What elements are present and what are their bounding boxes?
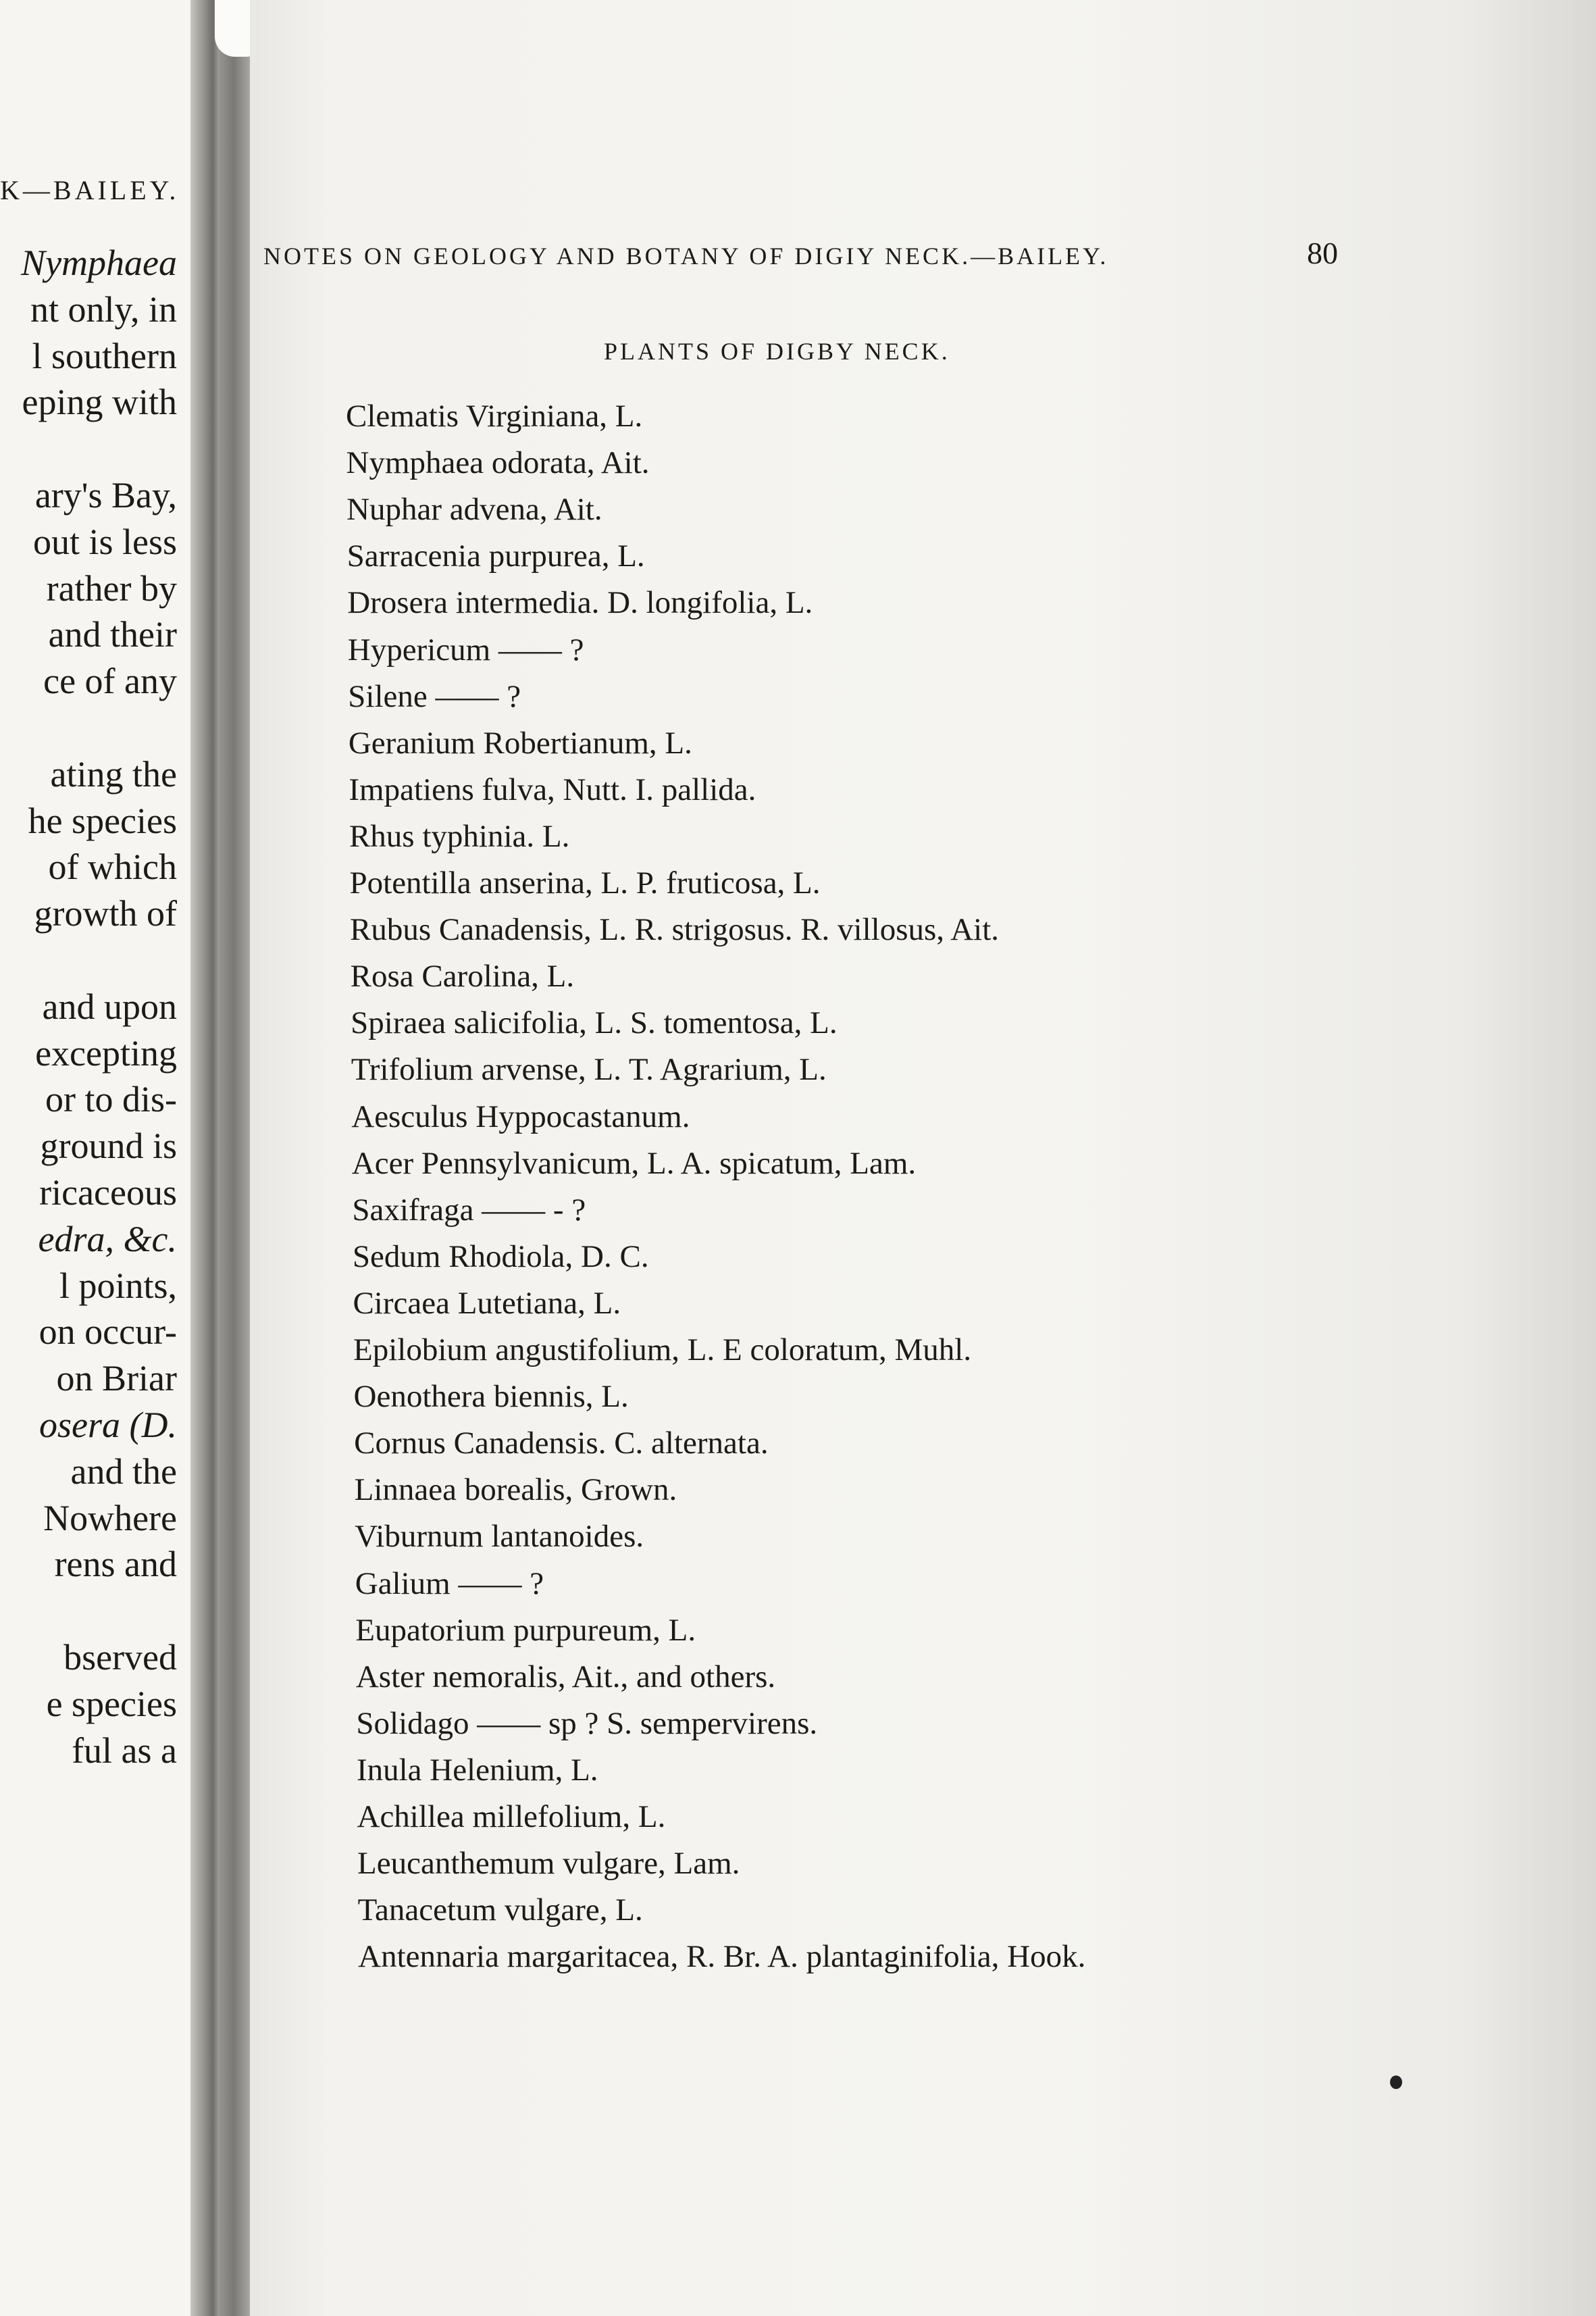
binding-gutter bbox=[217, 27, 250, 2316]
plant-entry: Tanacetum vulgare, L. bbox=[357, 1892, 643, 1928]
plant-entry: Sedum Rhodiola, D. C. bbox=[352, 1238, 649, 1274]
facing-page-line: and their bbox=[48, 614, 177, 655]
facing-page-line bbox=[0, 1588, 177, 1634]
plant-entry: Nuphar advena, Ait. bbox=[346, 492, 602, 528]
plant-entry: Rosa Carolina, L. bbox=[350, 959, 575, 995]
plant-entry: Rhus typhinia. L. bbox=[349, 818, 570, 854]
plant-entry: Potentilla anserina, L. P. fruticosa, L. bbox=[349, 865, 821, 901]
plant-entry: Clematis Virginiana, L. bbox=[346, 399, 643, 434]
plant-entry: Hypericum —— ? bbox=[347, 632, 584, 668]
facing-page-line: or to dis- bbox=[45, 1079, 177, 1120]
plant-entry: Nymphaea odorata, Ait. bbox=[346, 445, 650, 481]
facing-page-line: he species bbox=[28, 800, 177, 841]
facing-page-line: bserved bbox=[63, 1637, 177, 1678]
facing-page-line: e species bbox=[46, 1683, 177, 1724]
facing-page-line: rens and bbox=[54, 1544, 177, 1585]
facing-page-line: out is less bbox=[32, 521, 177, 562]
facing-page-line: ating the bbox=[50, 753, 177, 795]
facing-page-running-head: K—BAILEY. bbox=[0, 175, 180, 205]
facing-page-line: on Briar bbox=[56, 1358, 177, 1399]
facing-page-line: Nowhere bbox=[43, 1497, 177, 1538]
plant-entry: Solidago —— sp ? S. sempervirens. bbox=[356, 1705, 818, 1741]
facing-page-line: of which bbox=[48, 847, 177, 888]
plant-entry: Linnaea borealis, Grown. bbox=[354, 1472, 677, 1508]
plant-entry: Drosera intermedia. D. longifolia, L. bbox=[347, 585, 813, 621]
plant-entry: Leucanthemum vulgare, Lam. bbox=[357, 1846, 740, 1882]
plant-entry: Oenothera biennis, L. bbox=[353, 1379, 629, 1415]
plant-entry: Spiraea salicifolia, L. S. tomentosa, L. bbox=[351, 1005, 838, 1041]
plant-entry: Geranium Robertianum, L. bbox=[348, 725, 692, 761]
facing-page-line: ground is bbox=[40, 1126, 177, 1167]
facing-page-line: ce of any bbox=[43, 661, 177, 702]
facing-page-line: and upon bbox=[42, 986, 177, 1027]
plant-entry: Aesculus Hyppocastanum. bbox=[351, 1099, 690, 1134]
facing-page-line bbox=[0, 705, 177, 751]
facing-page-line: ful as a bbox=[72, 1730, 177, 1771]
facing-page-line: rather by bbox=[46, 568, 177, 609]
facing-page-fragment bbox=[0, 0, 203, 2316]
plant-entry: Achillea millefolium, L. bbox=[357, 1799, 666, 1834]
plant-entry: Acer Pennsylvanicum, L. A. spicatum, Lam. bbox=[351, 1145, 917, 1181]
plant-entry: Cornus Canadensis. C. alternata. bbox=[354, 1426, 769, 1461]
facing-page-line: ricaceous bbox=[39, 1172, 177, 1213]
plant-entry: Circaea Lutetiana, L. bbox=[353, 1285, 621, 1321]
plant-entry: Sarracenia purpurea, L. bbox=[346, 538, 645, 574]
running-head: NOTES ON GEOLOGY AND BOTANY OF DIGIY NECK.—BAILEY. bbox=[263, 243, 1109, 270]
facing-page-line: l southern bbox=[32, 335, 177, 376]
plant-entry: Aster nemoralis, Ait., and others. bbox=[355, 1659, 776, 1694]
page-number: 80 bbox=[1307, 236, 1338, 270]
plant-entry: Eupatorium purpureum, L. bbox=[355, 1612, 696, 1648]
plant-entry: Antennaria margaritacea, R. Br. A. plantaginifolia, Hook. bbox=[358, 1939, 1086, 1975]
plant-entry: Saxifraga —— - ? bbox=[352, 1192, 586, 1228]
facing-page-line: nt only, in bbox=[30, 288, 177, 330]
plant-entry: Viburnum lantanoides. bbox=[355, 1519, 644, 1555]
facing-page-line: ary's Bay, bbox=[34, 475, 177, 515]
plant-entry: Silene —— ? bbox=[348, 678, 521, 714]
plant-entry: Impatiens fulva, Nutt. I. pallida. bbox=[349, 772, 756, 807]
section-title: PLANTS OF DIGBY NECK. bbox=[604, 338, 950, 365]
facing-page-line: and the bbox=[70, 1451, 177, 1492]
plant-entry: Rubus Canadensis, L. R. strigosus. R. villosus, Ait. bbox=[350, 912, 1000, 948]
plant-entry: Galium —— ? bbox=[355, 1565, 544, 1601]
ink-speck bbox=[1390, 2075, 1402, 2089]
facing-page-line: edra, &c. bbox=[38, 1218, 177, 1259]
facing-page-line: osera (D. bbox=[39, 1405, 177, 1445]
facing-page-line bbox=[0, 937, 177, 983]
facing-page-line bbox=[0, 426, 177, 472]
plant-entry: Inula Helenium, L. bbox=[356, 1752, 598, 1788]
plant-entry: Epilobium angustifolium, L. E coloratum, Muhl. bbox=[353, 1332, 972, 1367]
facing-page-line: growth of bbox=[34, 893, 177, 934]
facing-page-line: eping with bbox=[22, 382, 177, 423]
facing-page-line: on occur- bbox=[38, 1311, 177, 1353]
plant-entry: Trifolium arvense, L. T. Agrarium, L. bbox=[351, 1052, 827, 1088]
facing-page-line: excepting bbox=[35, 1032, 177, 1074]
facing-page-line: l points, bbox=[59, 1265, 177, 1306]
facing-page-line: Nymphaea bbox=[21, 243, 177, 283]
